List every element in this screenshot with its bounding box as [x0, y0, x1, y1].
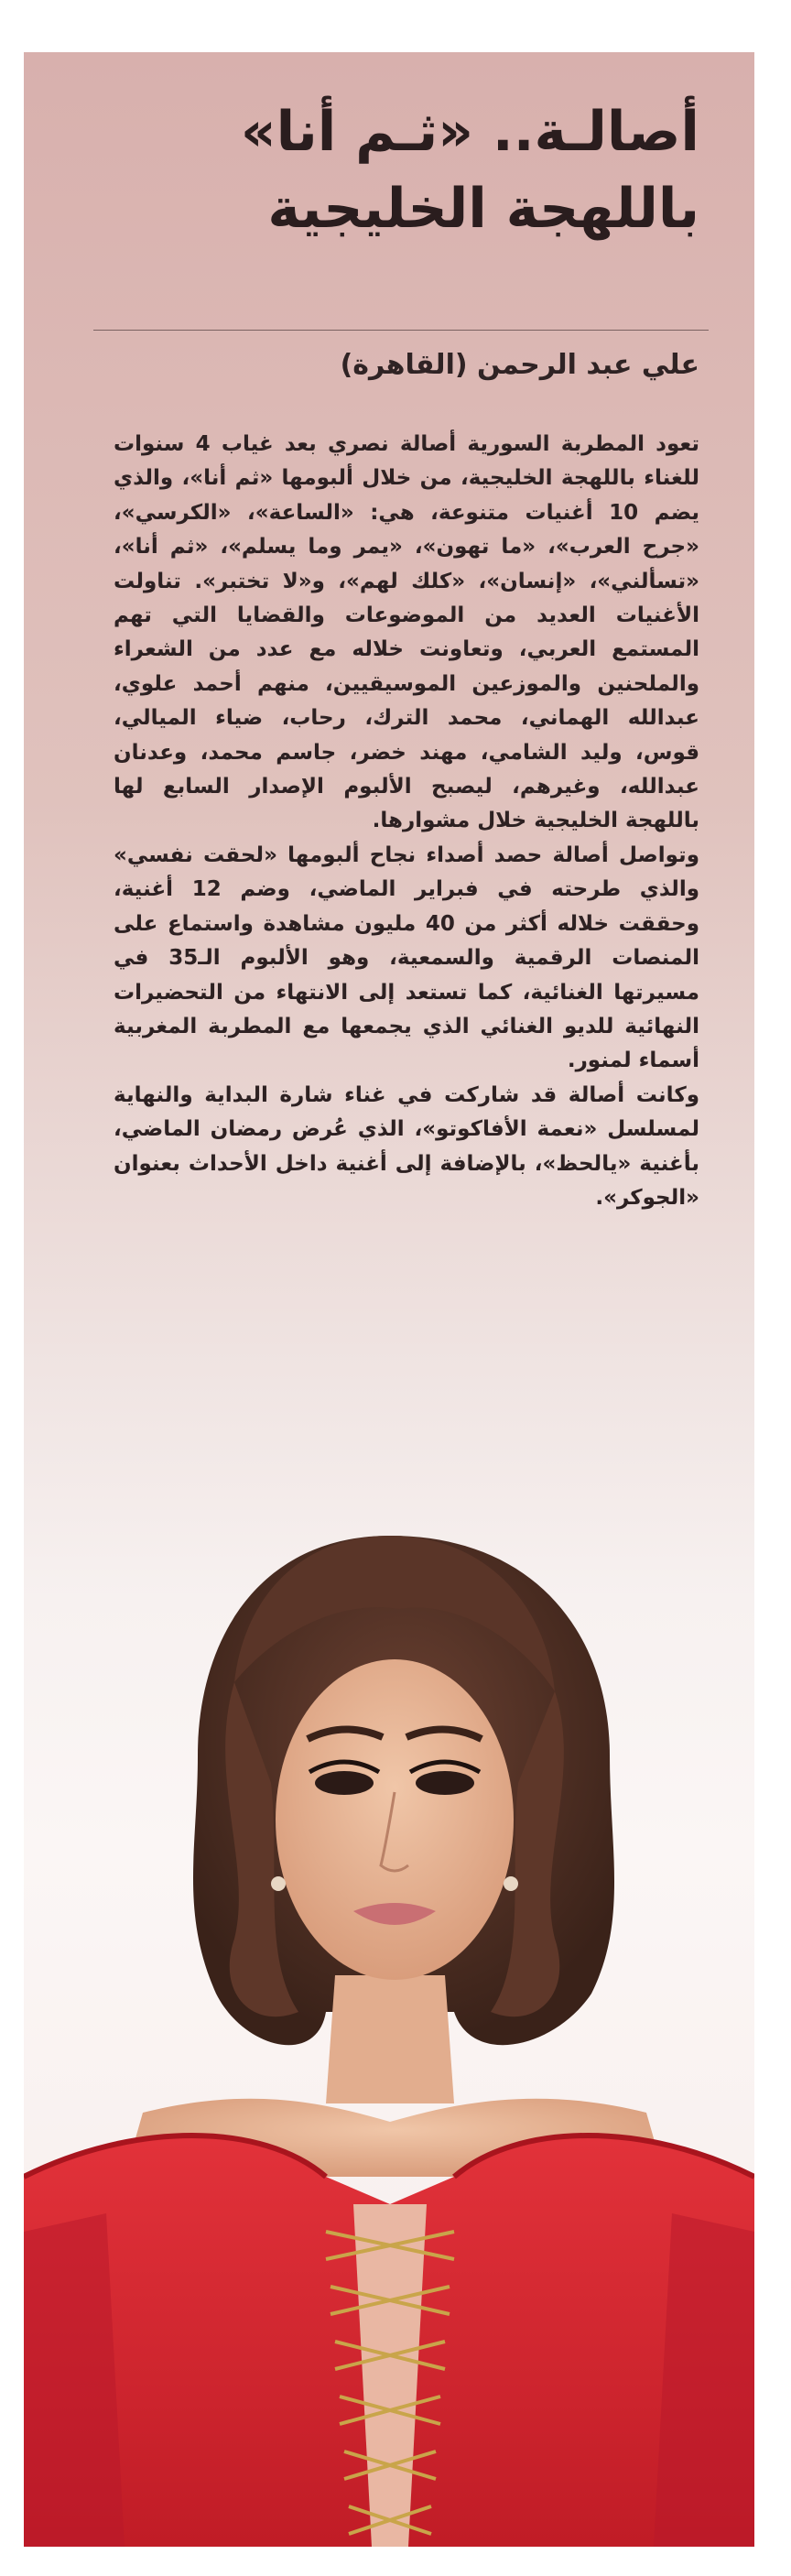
headline-divider	[93, 330, 709, 331]
article-paragraph-2: وتواصل أصالة حصد أصداء نجاح ألبومها «لحقت نفسي» والذي طرحته في فبراير الماضي، وضم 12 أغنية، وحققت خلاله أكثر من 40 مليون مشاهدة واستماع على المنصات الرقمية والسمعية، وهو الألبوم الـ35 في مسيرتها الغنائية، كما تستعد إلى الانتهاء من التحضيرات النهائية للديو الغنائي الذي يجمعها مع المطربة المغربية أسماء لمنور.	[114, 842, 699, 1073]
article-paragraph-1: تعود المطربة السورية أصالة نصري بعد غياب 4 سنوات للغناء باللهجة الخليجية، من خلال ألبومها «ثم أنا»، والذي يضم 10 أغنيات متنوعة، هي: «الساعة»، «الكرسي»، «جرح العرب»، «ما تهون»، «يمر وما يسلم»، «ثم أنا»، «تسألني»، «إنسان»، «كلك لهم»، و«لا تختبر». تناولت الأغنيات العديد من الموضوعات والقضايا التي تهم المستمع العربي، وتعاونت خلاله مع عدد من الشعراء والملحنين والموزعين الموسيقيين، منهم أحمد علوي، عبدالله الهماني، محمد الترك، رحاب، ضياء الميالي، قوس، وليد الشامي، مهند خضر، جاسم محمد، وعدنان عبدالله، وغيرهم، ليصبح الألبوم الإصدار السابع لها باللهجة الخليجية خلال مشوارها.	[114, 432, 700, 833]
singer-photo	[24, 1481, 754, 2547]
article-page	[24, 52, 754, 2547]
headline-line-1: أصالـة.. «ثـم أنا»	[240, 100, 699, 164]
article-byline: علي عبد الرحمن (القاهرة)	[340, 349, 699, 381]
article-paragraph-3: وكانت أصالة قد شاركت في غناء شارة البداية والنهاية لمسلسل «نعمة الأفاكوتو»، الذي عُرض رمضان الماضي، بأغنية «يالحظ»، بالإضافة إلى أغنية داخل الأحداث بعنوان «الجوكر».	[114, 1082, 699, 1210]
article-body	[114, 428, 699, 1215]
headline-line-2: باللهجة الخليجية	[267, 177, 699, 241]
article-headline	[114, 93, 699, 247]
